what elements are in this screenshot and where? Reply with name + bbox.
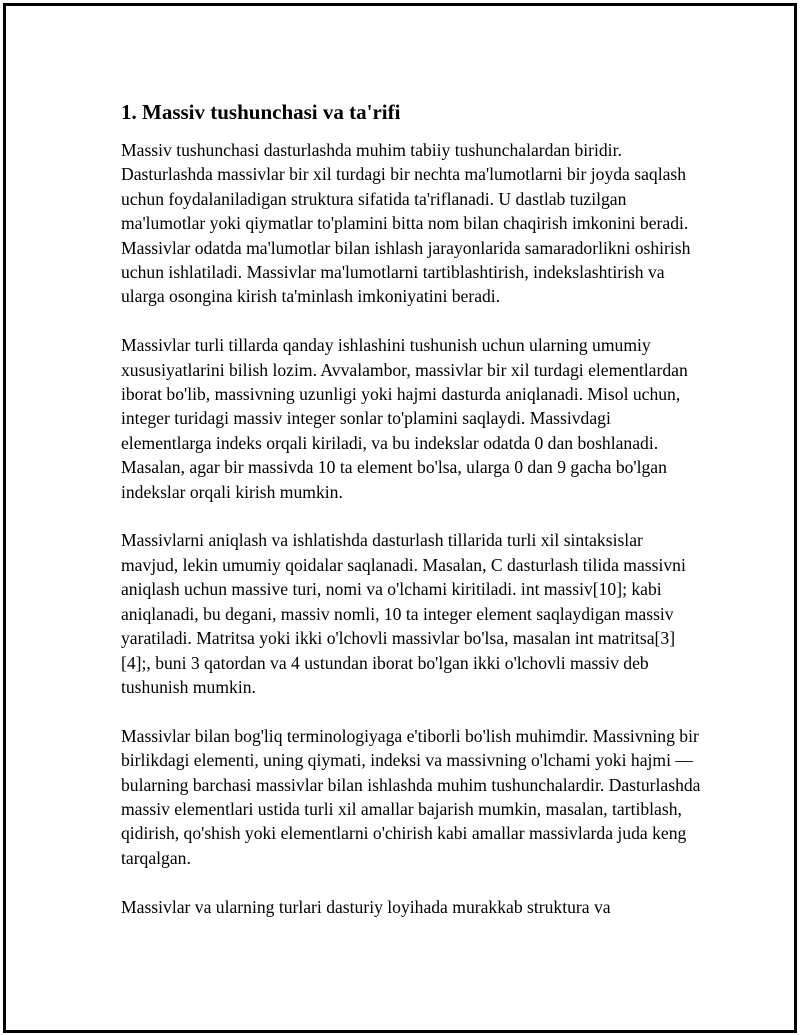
paragraph-1: Massiv tushunchasi dasturlashda muhim tabiiy tushunchalardan biridir. Dasturlashda massivlar bir xil turdagi bir nechta ma'lumotlarni bir joyda saqlash uchun foydalaniladigan struktura sifatida ta'riflanadi. U dastlab tuzilgan ma'lumotlar yoki qiymatlar to'plamini bitta nom bilan chaqirish imkonini beradi. Massivlar odatda ma'lumotlar bilan ishlash jarayonlarida samaradorlikni oshirish uchun ishlatiladi. Massivlar ma'lumotlarni tartiblashtirish, indekslashtirish va ularga osongina kirish ta'minlash imkoniyatini beradi.	[121, 140, 691, 307]
paragraph-4: Massivlar bilan bog'liq terminologiyaga e'tiborli bo'lish muhimdir. Massivning bir birlikdagi elementi, uning qiymati, indeksi va massivning o'lchami yoki hajmi — bularning barchasi massivlar bilan ishlashda muhim tushunchalardir. Dasturlashda massiv elementlari ustida turli xil amallar bajarish mumkin, masalan, tartiblash, qidirish, qo'shish yoki elementlarni o'chirish kabi amallar massivlarda juda keng tarqalgan.	[121, 725, 701, 868]
paragraph-2: Massivlar turli tillarda qanday ishlashini tushunish uchun ularning umumiy xususiyatlarini bilish lozim. Avvalambor, massivlar bir xil turdagi elementlardan iborat bo'lib, massivning uzunligi yoki hajmi dasturda aniqlanadi. Misol uchun, integer turidagi massiv integer sonlar to'plamini saqlaydi. Massivdagi elementlarga indeks orqali kiriladi, va bu indekslar odatda 0 dan boshlanadi. Masalan, agar bir massivda 10 ta element bo'lsa, ularga 0 dan 9 gacha bo'lgan indekslar orqali kirish mumkin.	[121, 335, 688, 502]
paragraph-5: Massivlar va ularning turlari dasturiy loyihada murakkab struktura va	[121, 896, 611, 917]
page-frame	[3, 3, 797, 1033]
section-title: 1. Massiv tushunchasi va ta'rifi	[121, 100, 401, 124]
document-body	[121, 98, 701, 943]
paragraph-3: Massivlarni aniqlash va ishlatishda dasturlash tillarida turli xil sintaksislar mavjud, lekin umumiy qoidalar saqlanadi. Masalan, C dasturlash tilida massivni aniqlash uchun massive turi, nomi va o'lchami kiritiladi. int massiv[10]; kabi aniqlanadi, bu degani, massiv nomli, 10 ta integer element saqlaydigan massiv yaratiladi. Matritsa yoki ikki o'lchovli massivlar bo'lsa, masalan int matritsa[3][4];, buni 3 qatordan va 4 ustundan iborat bo'lgan ikki o'lchovli massiv deb tushunish mumkin.	[121, 530, 686, 697]
